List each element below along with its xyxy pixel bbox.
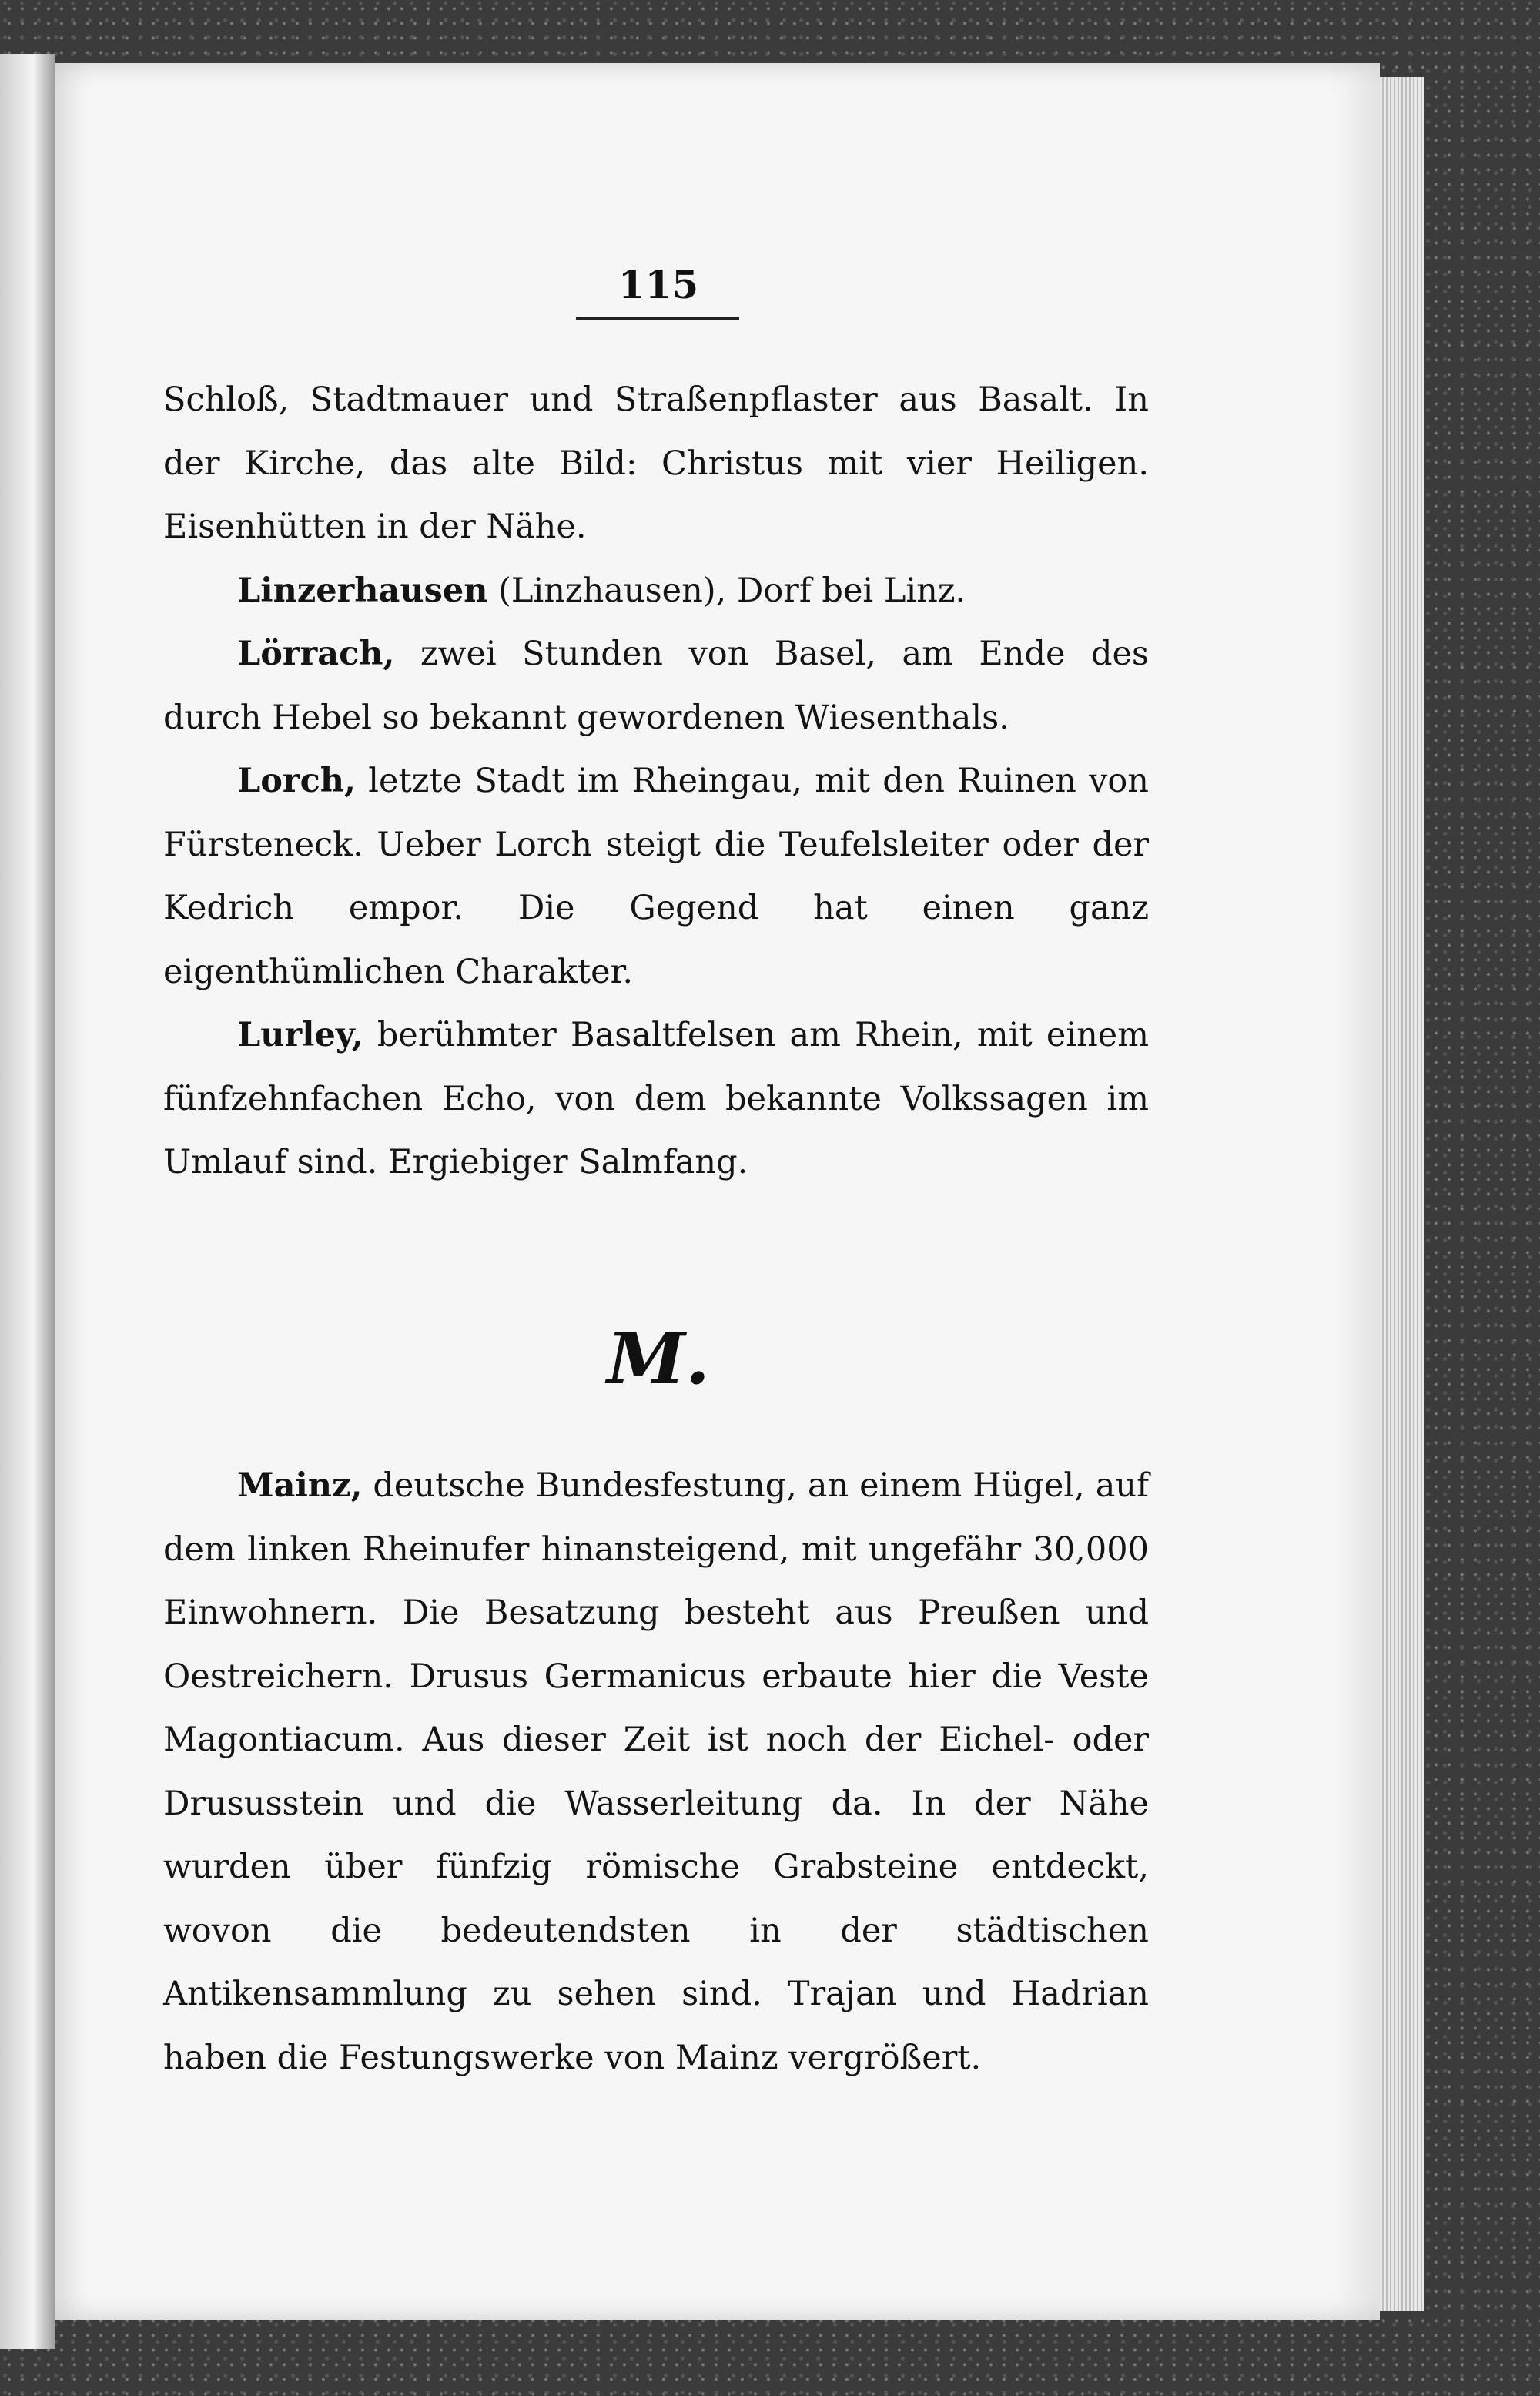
entry-keyword: Lorch, xyxy=(237,762,356,800)
entry-keyword: Mainz, xyxy=(237,1466,363,1505)
page-edges xyxy=(1380,77,1424,2311)
entry-loerrach xyxy=(163,622,1149,749)
paragraph xyxy=(163,368,1149,559)
entry-linzerhausen xyxy=(163,559,1149,623)
page-number: 115 xyxy=(618,262,699,307)
entry-lurley xyxy=(163,1004,1149,1195)
entry-keyword: Linzerhausen xyxy=(237,571,488,610)
entry-text: berühmter Basaltfelsen am Rhein, mit einem fünfzehnfachen Echo, von dem bekannte Volkssagen im Umlauf sind. Ergiebiger Salmfang. xyxy=(163,1016,1149,1181)
entry-text: letzte Stadt im Rheingau, mit den Ruinen von Fürsteneck. Ueber Lorch steigt die Teufelsleiter oder der Kedrich empor. Die Gegend hat einen ganz eigenthümlichen Charakter. xyxy=(163,762,1149,991)
text-block-l xyxy=(163,368,1149,1195)
page-number-rule xyxy=(576,317,739,320)
entry-keyword: Lörrach, xyxy=(237,635,395,673)
paragraph-text: Schloß, Stadtmauer und Straßenpflaster aus Basalt. In der Kirche, das alte Bild: Christus mit vier Heiligen. Eisenhütten in der Nähe. xyxy=(163,380,1149,546)
entry-keyword: Lurley, xyxy=(237,1016,363,1054)
text-block-m xyxy=(163,1454,1149,2089)
entry-lorch xyxy=(163,749,1149,1004)
section-heading-m: M. xyxy=(607,1317,710,1400)
entry-text: (Linzhausen), Dorf bei Linz. xyxy=(487,571,966,610)
entry-text: zwei Stunden von Basel, am Ende des durch Hebel so bekannt gewordenen Wiesenthals. xyxy=(163,635,1149,737)
entry-text: deutsche Bundesfestung, an einem Hügel, auf dem linken Rheinufer hinansteigend, mit ungefähr 30,000 Einwohnern. Die Besatzung besteht aus Preußen und Oestreichern. Drusus Germanicus erbaute hier die Veste Magontiacum. Aus dieser Zeit ist noch der Eichel- oder Drususstein und die Wasserleitung da. In der Nähe wurden über fünfzig römische Grabsteine entdeckt, wovon die bedeutendsten in der städtischen Antikensammlung zu sehen sind. Trajan und Hadrian haben die Festungswerke von Mainz vergrößert. xyxy=(163,1466,1149,2077)
facing-page-edge xyxy=(0,54,55,2349)
entry-mainz xyxy=(163,1454,1149,2089)
